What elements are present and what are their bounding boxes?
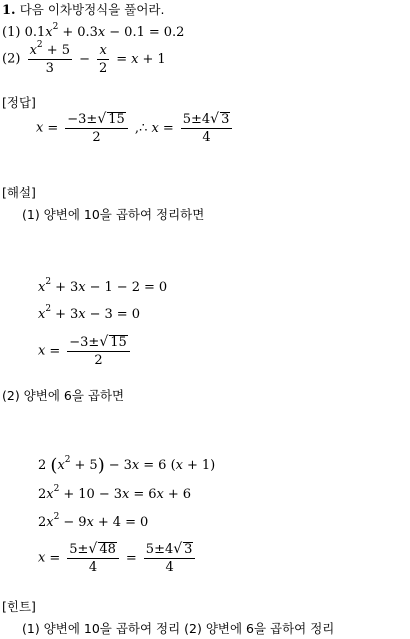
problem-item-2 (2, 39, 166, 77)
hint-text: (1) 양변에 10을 곱하여 정리 (2) 양변에 6을 곱하여 정리 (22, 621, 335, 636)
solution-step-2: $x^2 + 3x - 3 = 0$ (38, 303, 140, 322)
solution-step-7: x = $\frac{5\pm√ 48}{4}$ = $\frac{5\pm 4√ 3}{4}$ (38, 541, 198, 576)
problem-prompt: 다음 이차방정식을 풀어라. (19, 2, 165, 17)
hint-heading: [힌트] (2, 599, 36, 614)
problem-item-1 (2, 21, 185, 41)
problem-number: 1. (2, 3, 16, 18)
answer-heading: [정답] (2, 95, 36, 110)
solution-step-6: $2x^2 - 9x + 4 = 0$ (38, 511, 149, 530)
solution-heading: [해설] (2, 185, 36, 200)
solution-step-3: x = $\frac{-3\pm√ 15}{2}$ (38, 334, 133, 369)
answer-equation: x = $\frac{-3\pm√ 15}{2}$ ,∴ x = $\frac{5\pm 4√ 3}{4}$ (36, 111, 235, 146)
problem-header (2, 2, 164, 19)
solution-part1-intro: (1) 양변에 10을 곱하여 정리하면 (22, 207, 205, 222)
problem-item-1-label: (1) (2, 25, 21, 40)
problem-item-1-equation: $0.1x^2 + 0.3x - 0.1 = 0.2$ (24, 21, 185, 40)
solution-part2-intro: (2) 양변에 6을 곱하면 (2, 388, 125, 403)
solution-step-5: $2x^2 + 10 - 3x = 6x + 6$ (38, 483, 192, 502)
problem-item-2-label: (2) (2, 51, 21, 67)
solution-step-4: 2 $(x^2 + 5) - 3x = 6$ (x + 1) (38, 454, 216, 476)
solution-step-1: $x^2 + 3x - 1 - 2 = 0$ (38, 276, 168, 295)
problem-item-2-equation: $\frac{x^2 + 5}{3}$ − $\frac{x}{2}$ = x + 1 (29, 39, 166, 76)
therefore-symbol: ∴ (139, 120, 148, 136)
